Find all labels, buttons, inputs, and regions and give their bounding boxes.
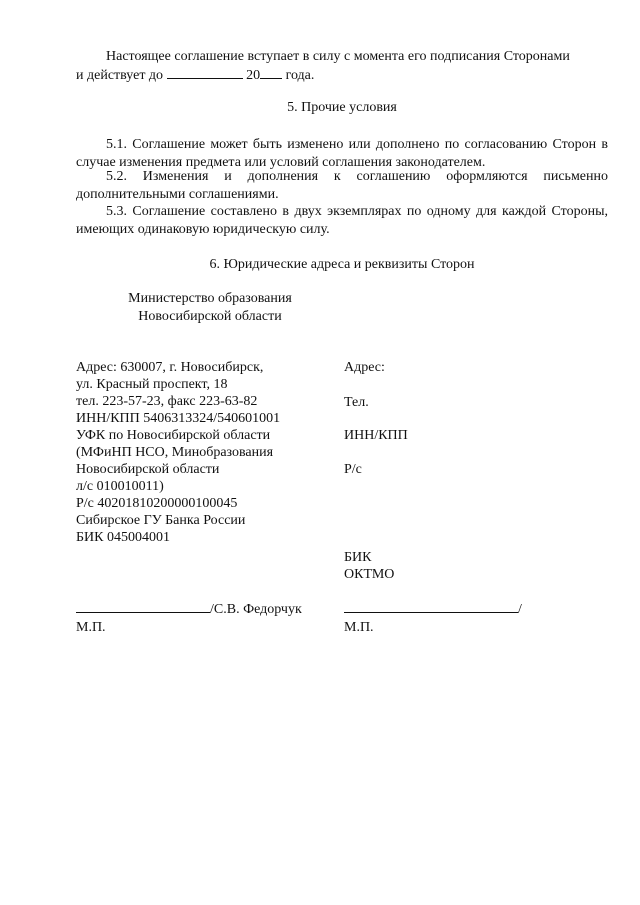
intro-prefix: и действует до bbox=[76, 68, 167, 83]
intro-paragraph bbox=[76, 48, 608, 85]
party1-details bbox=[76, 359, 336, 546]
intro-mid: 20 bbox=[242, 68, 261, 83]
party2-signature-line bbox=[344, 599, 518, 613]
party2-stamp: М.П. bbox=[344, 620, 374, 635]
party1-treasury-2: (МФиНП НСО, Минобразования bbox=[76, 445, 274, 460]
party1-address: Адрес: 630007, г. Новосибирск, bbox=[76, 360, 264, 375]
party2-inn: ИНН/КПП bbox=[344, 428, 408, 443]
party1-bank: Сибирское ГУ Банка России bbox=[76, 513, 246, 528]
party1-bik: БИК 045004001 bbox=[76, 530, 170, 545]
party1-name-line2: Новосибирской области bbox=[138, 309, 282, 324]
party1-signature-line bbox=[76, 599, 210, 613]
clause-5-1: 5.1. Соглашение может быть изменено или дополнено по согласованию Сторон в случае изменения предмета или условий соглашения законодателем. bbox=[76, 137, 608, 170]
party2-signer: / bbox=[518, 602, 522, 617]
date-blank bbox=[167, 66, 243, 79]
party1-inn: ИНН/КПП 5406313324/540601001 bbox=[76, 411, 281, 426]
clause-5-3: 5.3. Соглашение составлено в двух экземплярах по одному для каждой Стороны, имеющих одинаковую юридическую силу. bbox=[76, 204, 608, 237]
party1-treasury: УФК по Новосибирской области bbox=[76, 428, 271, 443]
party1-street: ул. Красный проспект, 18 bbox=[76, 377, 228, 392]
party2-bik: БИК bbox=[344, 550, 372, 565]
section5-title: 5. Прочие условия bbox=[287, 100, 397, 115]
section6-title: 6. Юридические адреса и реквизиты Сторон bbox=[209, 257, 475, 272]
party1-stamp: М.П. bbox=[76, 620, 106, 635]
party1-personal-account: л/с 010010011) bbox=[76, 479, 164, 494]
intro-suffix: года. bbox=[282, 68, 315, 83]
year-blank bbox=[260, 66, 282, 79]
party2-address: Адрес: bbox=[344, 360, 385, 375]
party1-name-line1: Министерство образования bbox=[128, 291, 292, 306]
party1-name bbox=[100, 290, 320, 326]
clause-5-2: 5.2. Изменения и дополнения к соглашению оформляются письменно дополнительными соглашениями. bbox=[76, 169, 608, 202]
party2-signature bbox=[344, 599, 522, 618]
party2-phone: Тел. bbox=[344, 395, 369, 410]
party1-account: Р/с 40201810200000100045 bbox=[76, 496, 238, 511]
party1-treasury-3: Новосибирской области bbox=[76, 462, 220, 477]
party1-phone: тел. 223-57-23, факс 223-63-82 bbox=[76, 394, 258, 409]
party1-signer: /С.В. Федорчук bbox=[210, 602, 302, 617]
party2-account: Р/с bbox=[344, 462, 362, 477]
intro-line1: Настоящее соглашение вступает в силу с момента его подписания Сторонами bbox=[106, 49, 570, 64]
party2-oktmo: ОКТМО bbox=[344, 567, 395, 582]
party1-signature bbox=[76, 599, 302, 618]
